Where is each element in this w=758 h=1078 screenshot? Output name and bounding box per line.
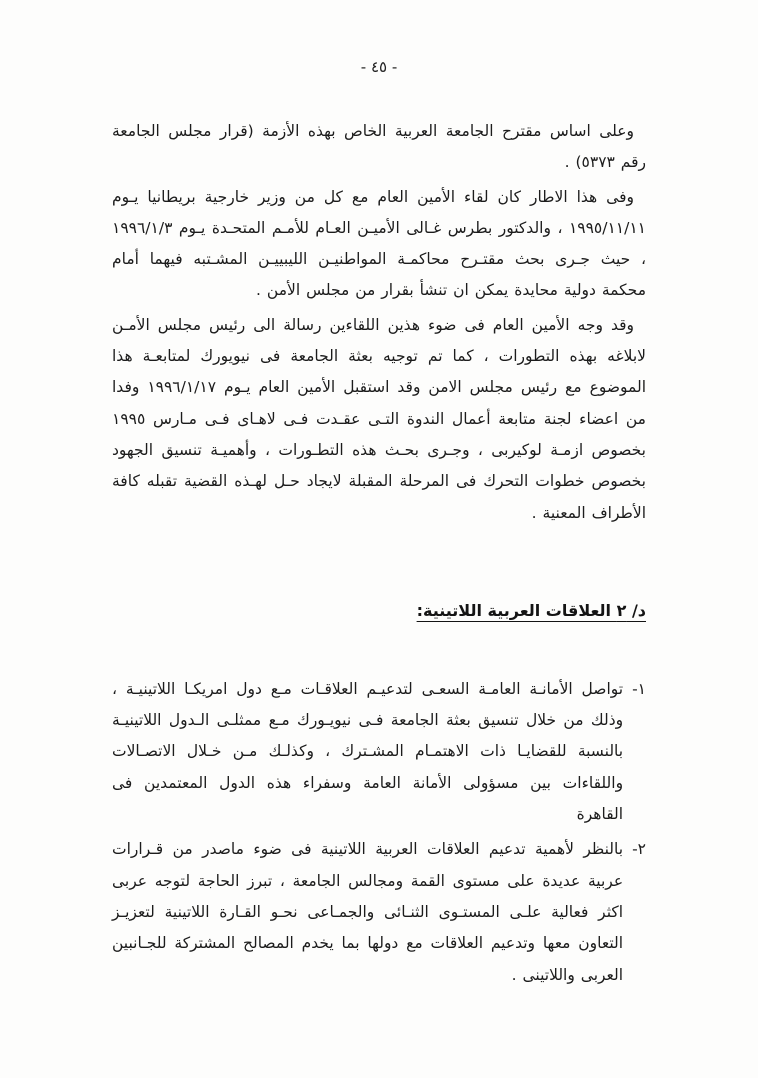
paragraph-secretary-meetings: وفى هذا الاطار كان لقاء الأمين العام مع كل من وزير خارجية بريطانيا يـوم ١٩٩٥/١١/١١ ، والدكتور بطرس غـالى الأميـن العـام للأمـم المتحـدة يـوم ١٩٩٦/١/٣ ، حيث جـرى بحث مقتـرح محاكمـة المواطنيـن الليبييـن المشـتبه فيهما أمام محكمة دولية محايدة يمكن ان تنشأ بقرار من مجلس الأمن . <box>112 187 646 300</box>
paragraph-security-council-letter: وقد وجه الأمين العام فى ضوء هذين اللقاءين رسالة الى رئيس مجلس الأمـن لابلاغه بهذه التطورات ، كما تم توجيه بعثة الجامعة فى نيويورك لمتابعـة هذا الموضوع مع رئيس مجلس الامن وقد استقبل الأمين العام يـوم ١٩٩٦/١/١٧ وفدا من اعضاء لجنة متابعة أعمال الندوة التـى عقـدت فـى لاهـاى فـى مـارس ١٩٩٥ بخصوص ازمـة لوكيربى ، وجـرى بحـث هذه التطـورات ، وأهميـة تنسيق الجهود بخصوص خطوات التحرك فى المرحلة المقبلة لايجاد حـل لهـذه القضية تقبله كافة الأطراف المعنية . <box>112 315 647 522</box>
list-item-marker: ١- <box>632 679 646 698</box>
document-body <box>112 116 646 991</box>
list-item-text: بالنظر لأهمية تدعيم العلاقات العربية اللاتينية فى ضوء ماصدر من قـرارات عربية عديدة على مستوى القمة ومجالس الجامعة ، تبرز الحاجة لتوجه عربى اكثر فعالية علـى المستـوى الثنـائى والجمـاعى نحـو القـارة اللاتينية لتعزيـز التعاون معها وتدعيم العلاقات مع دولها بما يخدم المصالح المشتركة للجـانبين العربى واللاتينى . <box>112 840 624 984</box>
list-item <box>112 674 646 830</box>
list-item-marker: ٢- <box>632 840 646 859</box>
section-heading-text: د/ ٢ العلاقات العربية اللاتينية: <box>416 600 646 620</box>
list-item-text: تواصل الأمانـة العامـة السعـى لتدعيـم العلاقـات مـع دول امريكـا اللاتينيـة ، وذلك من خلال تنسيق بعثة الجامعة فـى نيويـورك مـع ممثلـى الـدول اللاتينيـة بالنسبة للقضايـا ذات الاهتمـام المشـترك ، وكذلـك مـن خـلال الاتصـالات واللقاءات بين مسؤولى الأمانة العامة وسفراء هذه الدول المعتمدين فى القاهرة <box>112 679 624 824</box>
section-heading <box>112 601 646 620</box>
list-item <box>112 834 646 990</box>
paragraph-league-proposal: وعلى اساس مقترح الجامعة العربية الخاص بهذه الأزمة (قرار مجلس الجامعة رقم ٥٣٧٣) . <box>112 122 646 172</box>
page-number: - ٤٥ - <box>360 58 398 76</box>
